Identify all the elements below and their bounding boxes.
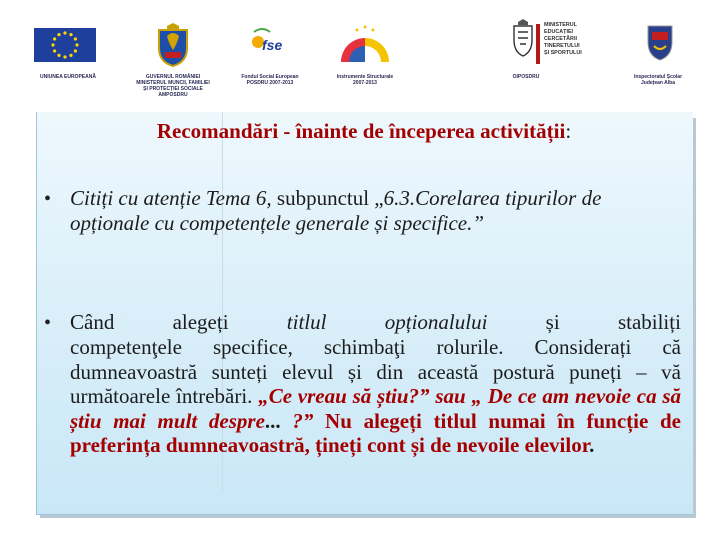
bullet-2-period: . — [589, 433, 595, 458]
bullet-marker: • — [44, 188, 52, 210]
bullet-2-first-line — [70, 310, 681, 335]
bullet-1-text — [70, 186, 681, 235]
bullet-2-word: și — [545, 310, 560, 334]
heading-text: Recomandări - înainte de începerea activității — [156, 119, 566, 143]
coat-of-arms-icon — [153, 22, 193, 68]
logo-caption: Instrumente Structurale 2007-2013 — [336, 74, 394, 86]
bullet-1-instruction: Citiți cu atenție Tema 6, — [70, 186, 272, 210]
logo-caption: Fondul Social European POSDRU 2007-2013 — [241, 74, 299, 86]
bullet-2-word: Când — [70, 310, 115, 334]
fse-icon — [248, 22, 292, 66]
logo-caption: Inspectoratul Școlar Județean Alba — [633, 74, 683, 86]
logo-caption: GUVERNUL ROMÂNIEI MINISTERUL MUNCII, FAMILIEI ȘI PROTECȚIEI SOCIALE AMPOSDRU — [136, 74, 210, 98]
slide-heading — [36, 119, 692, 144]
svg-text:fse: fse — [262, 37, 283, 53]
bullet-2-word: titlul — [286, 310, 327, 334]
bullet-2-word: alegeți — [172, 310, 229, 334]
ministry-crest-icon — [508, 16, 538, 68]
ministry-emblem-text: MINISTERUL EDUCAȚIEI CERCETĂRII TINERETULUI ȘI SPORTULUI — [544, 22, 582, 56]
bullet-marker: • — [44, 312, 52, 334]
eu-flag-icon — [34, 22, 96, 62]
inspectorat-crest-icon — [640, 20, 680, 66]
bullet-2-role-swap: competenţele specifice, schimbaţi rolurile. Considerați că dumneavoastră sunteți elevul și din această postură puneți – vă următoarele întrebări. — [70, 335, 681, 409]
bullet-1-topic-rest: tipurilor de opționale cu competențele generale și specifice.” — [70, 186, 602, 235]
bullet-2-word: stabiliți — [617, 310, 681, 334]
logo-caption: OIPOSDRU — [512, 74, 540, 80]
bullet-2-advice: Nu alegeți titlul numai în funcție de preferința dumneavoastră, țineți cont și de nevoile elevilor — [70, 408, 681, 458]
bullet-2-dots: ... — [264, 408, 281, 433]
instrumente-structurale-icon — [335, 22, 395, 68]
bullet-1-topic-start: 6.3.Corelarea — [383, 186, 500, 210]
bullet-2-word: opționalului — [384, 310, 488, 334]
logo-bar — [0, 0, 720, 112]
bullet-1-subpoint: subpunctul „ — [271, 186, 384, 210]
bullet-2-text — [70, 335, 681, 458]
bullet-2-questions: „Ce vreau să știu?” sau „ De ce am nevoie ca să știu mai mult despre — [70, 384, 682, 433]
logo-caption: UNIUNEA EUROPEANĂ — [40, 74, 96, 80]
heading-colon: : — [565, 119, 572, 143]
bullet-2-question-end: ?” — [292, 408, 314, 433]
ministry-divider — [536, 24, 540, 64]
